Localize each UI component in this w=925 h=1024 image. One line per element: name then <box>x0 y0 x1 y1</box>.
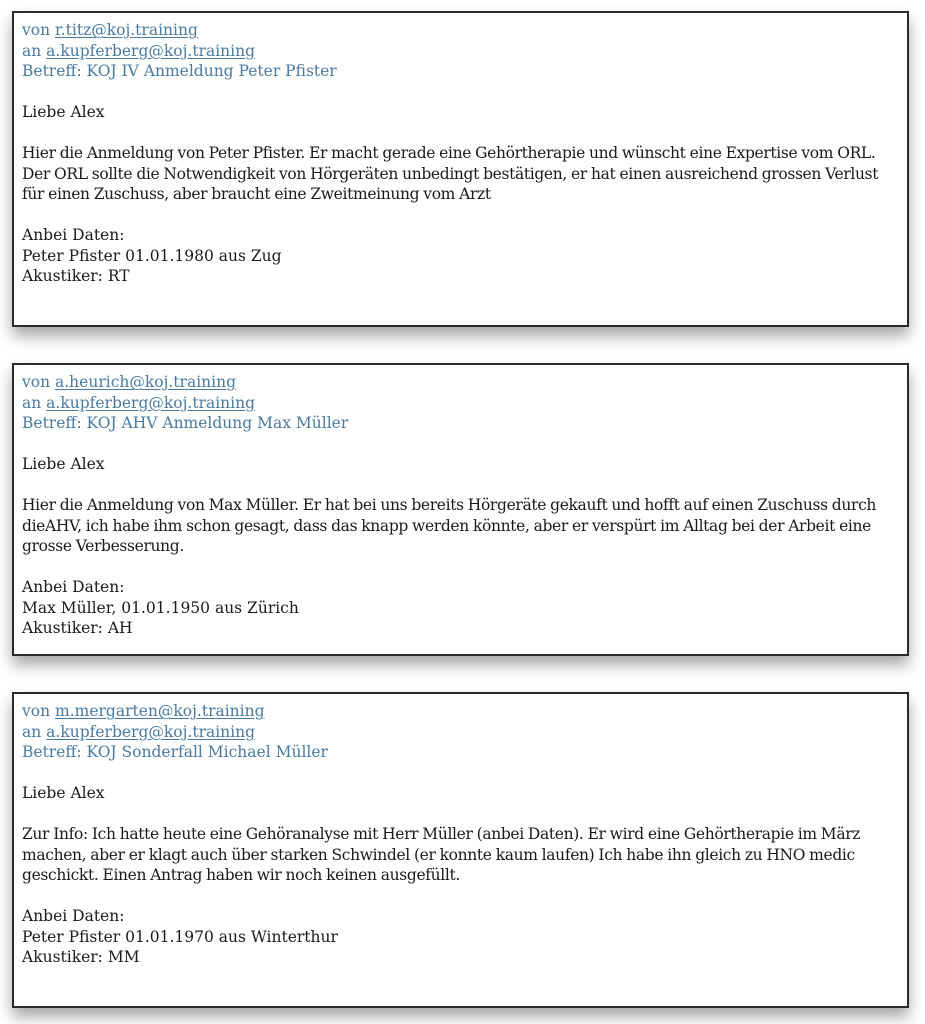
data-acoustician: Akustiker: RT <box>22 267 130 285</box>
to-address-link[interactable]: a.kupferberg@koj.training <box>46 41 256 60</box>
from-address-link[interactable]: m.mergarten@koj.training <box>55 702 265 720</box>
email-from-line <box>22 20 899 41</box>
data-person: Peter Pfister 01.01.1980 aus Zug <box>22 246 282 265</box>
email-subject: Betreff: KOJ IV Anmeldung Peter Pfister <box>22 62 337 80</box>
email-greeting: Liebe Alex <box>22 784 105 802</box>
email-to-line <box>22 41 899 62</box>
from-address-link[interactable]: a.heurich@koj.training <box>55 373 236 391</box>
data-label: Anbei Daten: <box>22 226 125 244</box>
to-address-link[interactable]: a.kupferberg@koj.training <box>46 393 256 412</box>
email-subject: Betreff: KOJ AHV Anmeldung Max Müller <box>22 414 349 432</box>
email-body: Hier die Anmeldung von Peter Pfister. Er macht gerade eine Gehörtherapie und wünscht eine Expertise vom ORL. Der ORL sollte die Notwendigkeit von Hörgeräten unbedingt bestätigen, er hat einen ausreichend grossen Verlust für einen Zuschuss, aber braucht eine Zweitmeinung vom Arzt <box>22 144 879 203</box>
to-prefix: an <box>22 722 42 741</box>
email-subject: Betreff: KOJ Sonderfall Michael Müller <box>22 743 328 761</box>
from-prefix: von <box>22 373 51 391</box>
data-person: Peter Pfister 01.01.1970 aus Winterthur <box>22 927 338 946</box>
email-body: Hier die Anmeldung von Max Müller. Er hat bei uns bereits Hörgeräte gekauft und hofft auf einen Zuschuss durch dieAHV, ich habe ihm schon gesagt, dass das knapp werden könnte, aber er verspürt im Alltag bei der Arbeit eine grosse Verbesserung. <box>22 496 877 555</box>
email-card <box>12 692 909 1008</box>
data-label: Anbei Daten: <box>22 578 125 596</box>
to-prefix: an <box>22 41 42 60</box>
email-data-block <box>22 577 899 639</box>
data-acoustician: Akustiker: MM <box>22 948 140 966</box>
from-address-link[interactable]: r.titz@koj.training <box>55 21 198 39</box>
data-label: Anbei Daten: <box>22 907 125 925</box>
email-card <box>12 11 909 327</box>
email-to-line <box>22 393 899 414</box>
email-from-line <box>22 372 899 393</box>
email-from-line <box>22 701 899 722</box>
email-data-block <box>22 225 899 287</box>
email-card <box>12 363 909 656</box>
email-body: Zur Info: Ich hatte heute eine Gehöranalyse mit Herr Müller (anbei Daten). Er wird eine Gehörtherapie im März machen, aber er klagt auch über starken Schwindel (er konnte kaum laufen) Ich habe ihn gleich zu HNO medic geschickt. Einen Antrag haben wir noch keinen ausgefüllt. <box>22 825 861 884</box>
from-prefix: von <box>22 21 51 39</box>
to-address-link[interactable]: a.kupferberg@koj.training <box>46 722 256 741</box>
email-data-block <box>22 906 899 968</box>
email-greeting: Liebe Alex <box>22 103 105 121</box>
email-to-line <box>22 722 899 743</box>
email-greeting: Liebe Alex <box>22 455 105 473</box>
data-person: Max Müller, 01.01.1950 aus Zürich <box>22 598 299 617</box>
to-prefix: an <box>22 393 42 412</box>
data-acoustician: Akustiker: AH <box>22 619 133 637</box>
from-prefix: von <box>22 702 51 720</box>
